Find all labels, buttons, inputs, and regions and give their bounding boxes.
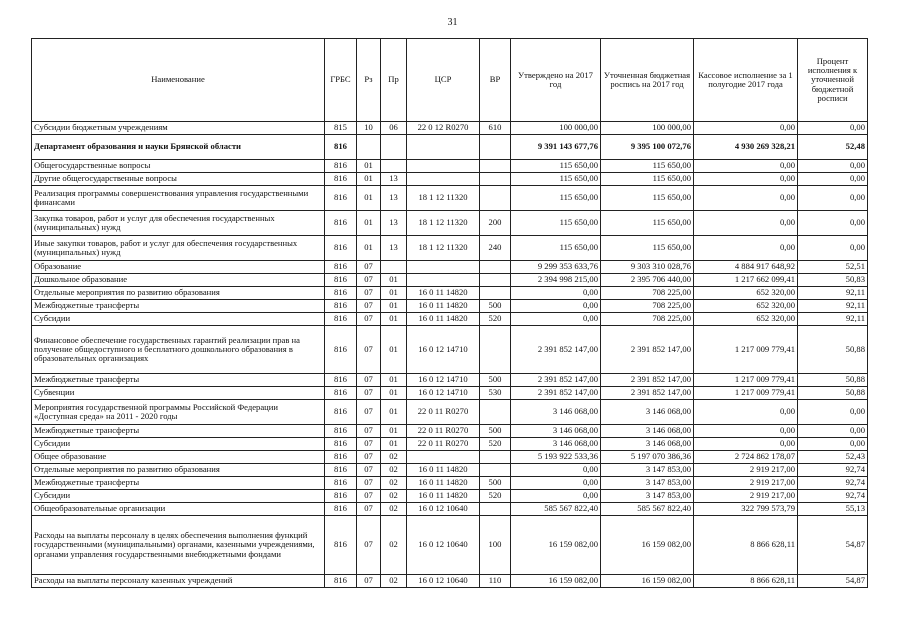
cell-rz: 07: [357, 287, 381, 300]
cell-revised: 9 303 310 028,76: [601, 261, 694, 274]
table-row: [32, 236, 868, 261]
cell-csr: 18 1 12 11320: [407, 186, 480, 211]
cell-rz: 01: [357, 236, 381, 261]
header-revised: Уточненная бюджетная роспись на 2017 год: [601, 39, 694, 122]
cell-percent: 92,11: [798, 300, 868, 313]
cell-cash: 8 866 628,11: [694, 516, 798, 575]
cell-name: Отдельные мероприятия по развитию образования: [32, 464, 325, 477]
cell-approved: 9 391 143 677,76: [511, 135, 601, 160]
cell-pr: [381, 160, 407, 173]
cell-rz: 07: [357, 300, 381, 313]
table-row: [32, 186, 868, 211]
page-number: 31: [447, 17, 458, 28]
cell-pr: 02: [381, 503, 407, 516]
cell-rz: 07: [357, 400, 381, 425]
cell-csr: 22 0 11 R0270: [407, 425, 480, 438]
cell-revised: 115 650,00: [601, 236, 694, 261]
cell-csr: 16 0 11 14820: [407, 490, 480, 503]
cell-approved: 115 650,00: [511, 160, 601, 173]
cell-percent: 92,74: [798, 464, 868, 477]
cell-grbs: 816: [325, 575, 357, 588]
cell-approved: 0,00: [511, 490, 601, 503]
cell-name: Межбюджетные трансферты: [32, 374, 325, 387]
cell-vr: [480, 400, 511, 425]
cell-pr: 01: [381, 387, 407, 400]
cell-percent: 92,11: [798, 287, 868, 300]
cell-cash: 0,00: [694, 122, 798, 135]
table-row: [32, 261, 868, 274]
cell-name: Реализация программы совершенствования управления государственными финансами: [32, 186, 325, 211]
cell-revised: 3 147 853,00: [601, 477, 694, 490]
cell-percent: 50,88: [798, 374, 868, 387]
cell-csr: [407, 135, 480, 160]
cell-cash: 652 320,00: [694, 313, 798, 326]
cell-cash: 2 919 217,00: [694, 490, 798, 503]
cell-cash: 2 724 862 178,07: [694, 451, 798, 464]
cell-revised: 2 391 852 147,00: [601, 374, 694, 387]
header-vr: ВР: [480, 39, 511, 122]
cell-vr: [480, 274, 511, 287]
cell-revised: 16 159 082,00: [601, 516, 694, 575]
cell-grbs: 816: [325, 464, 357, 477]
cell-vr: 500: [480, 374, 511, 387]
cell-csr: 16 0 11 14820: [407, 313, 480, 326]
table-row: [32, 160, 868, 173]
cell-revised: 3 146 068,00: [601, 425, 694, 438]
cell-revised: 16 159 082,00: [601, 575, 694, 588]
cell-cash: 4 930 269 328,21: [694, 135, 798, 160]
table-row: [32, 173, 868, 186]
cell-csr: 16 0 12 10640: [407, 516, 480, 575]
cell-cash: 0,00: [694, 211, 798, 236]
cell-vr: 240: [480, 236, 511, 261]
cell-rz: 07: [357, 274, 381, 287]
cell-percent: 55,13: [798, 503, 868, 516]
cell-csr: [407, 274, 480, 287]
cell-rz: 07: [357, 516, 381, 575]
cell-vr: [480, 451, 511, 464]
cell-pr: 02: [381, 464, 407, 477]
cell-cash: 0,00: [694, 160, 798, 173]
cell-csr: 16 0 12 14710: [407, 326, 480, 374]
cell-percent: 0,00: [798, 400, 868, 425]
cell-cash: 0,00: [694, 438, 798, 451]
cell-pr: 13: [381, 236, 407, 261]
cell-percent: 50,88: [798, 387, 868, 400]
cell-csr: 16 0 12 10640: [407, 503, 480, 516]
cell-vr: [480, 464, 511, 477]
cell-revised: 3 146 068,00: [601, 438, 694, 451]
cell-pr: 06: [381, 122, 407, 135]
table-row: [32, 313, 868, 326]
cell-pr: 02: [381, 477, 407, 490]
cell-name: Общее образование: [32, 451, 325, 464]
cell-grbs: 816: [325, 451, 357, 464]
cell-revised: 585 567 822,40: [601, 503, 694, 516]
cell-rz: 07: [357, 326, 381, 374]
header-name: Наименование: [32, 39, 325, 122]
cell-rz: 07: [357, 575, 381, 588]
cell-name: Межбюджетные трансферты: [32, 477, 325, 490]
cell-csr: 18 1 12 11320: [407, 211, 480, 236]
cell-cash: 1 217 009 779,41: [694, 387, 798, 400]
cell-pr: [381, 135, 407, 160]
cell-csr: 18 1 12 11320: [407, 236, 480, 261]
table-row: [32, 326, 868, 374]
cell-approved: 0,00: [511, 300, 601, 313]
cell-approved: 3 146 068,00: [511, 438, 601, 451]
cell-cash: 1 217 662 099,41: [694, 274, 798, 287]
table-header-row: [32, 39, 868, 122]
cell-approved: 115 650,00: [511, 186, 601, 211]
table-row: [32, 438, 868, 451]
cell-rz: 07: [357, 313, 381, 326]
cell-approved: 115 650,00: [511, 236, 601, 261]
cell-percent: 0,00: [798, 211, 868, 236]
cell-grbs: 816: [325, 516, 357, 575]
cell-vr: [480, 326, 511, 374]
cell-pr: 01: [381, 287, 407, 300]
cell-pr: 02: [381, 516, 407, 575]
cell-grbs: 816: [325, 300, 357, 313]
cell-cash: 0,00: [694, 236, 798, 261]
cell-cash: 2 919 217,00: [694, 477, 798, 490]
cell-pr: 01: [381, 313, 407, 326]
cell-cash: 1 217 009 779,41: [694, 326, 798, 374]
cell-rz: 07: [357, 261, 381, 274]
cell-vr: [480, 173, 511, 186]
table-row: [32, 387, 868, 400]
table-row: [32, 287, 868, 300]
budget-execution-table: [31, 38, 868, 588]
cell-grbs: 816: [325, 400, 357, 425]
cell-csr: 16 0 12 14710: [407, 374, 480, 387]
cell-name: Общеобразовательные организации: [32, 503, 325, 516]
table-row: [32, 300, 868, 313]
cell-percent: 0,00: [798, 173, 868, 186]
cell-approved: 0,00: [511, 464, 601, 477]
cell-name: Субвенции: [32, 387, 325, 400]
cell-vr: 520: [480, 490, 511, 503]
cell-rz: 07: [357, 490, 381, 503]
table-row: [32, 425, 868, 438]
header-cash: Кассовое исполнение за 1 полугодие 2017 года: [694, 39, 798, 122]
header-csr: ЦСР: [407, 39, 480, 122]
cell-grbs: 815: [325, 122, 357, 135]
cell-pr: 01: [381, 326, 407, 374]
table-row: [32, 575, 868, 588]
header-approved: Утверждено на 2017 год: [511, 39, 601, 122]
cell-pr: 01: [381, 425, 407, 438]
cell-name: Межбюджетные трансферты: [32, 300, 325, 313]
cell-pr: 01: [381, 374, 407, 387]
cell-rz: 01: [357, 186, 381, 211]
cell-percent: 0,00: [798, 122, 868, 135]
cell-approved: 0,00: [511, 287, 601, 300]
cell-vr: [480, 287, 511, 300]
cell-csr: 16 0 11 14820: [407, 300, 480, 313]
cell-approved: 0,00: [511, 313, 601, 326]
cell-csr: [407, 173, 480, 186]
table-row: [32, 516, 868, 575]
cell-revised: 708 225,00: [601, 313, 694, 326]
cell-grbs: 816: [325, 211, 357, 236]
cell-cash: 652 320,00: [694, 287, 798, 300]
cell-revised: 100 000,00: [601, 122, 694, 135]
cell-revised: 115 650,00: [601, 160, 694, 173]
table-row: [32, 400, 868, 425]
cell-grbs: 816: [325, 287, 357, 300]
cell-cash: 0,00: [694, 186, 798, 211]
cell-name: Субсидии: [32, 490, 325, 503]
cell-csr: 16 0 11 14820: [407, 477, 480, 490]
cell-cash: 4 884 917 648,92: [694, 261, 798, 274]
cell-approved: 2 391 852 147,00: [511, 387, 601, 400]
cell-vr: [480, 503, 511, 516]
cell-csr: [407, 451, 480, 464]
cell-name: Закупка товаров, работ и услуг для обеспечения государственных (муниципальных) нужд: [32, 211, 325, 236]
cell-revised: 5 197 070 386,36: [601, 451, 694, 464]
cell-percent: 52,51: [798, 261, 868, 274]
cell-revised: 2 395 706 440,00: [601, 274, 694, 287]
cell-rz: [357, 135, 381, 160]
cell-csr: 16 0 11 14820: [407, 287, 480, 300]
cell-csr: 22 0 12 R0270: [407, 122, 480, 135]
cell-vr: 520: [480, 313, 511, 326]
cell-rz: 07: [357, 438, 381, 451]
cell-grbs: 816: [325, 326, 357, 374]
cell-grbs: 816: [325, 503, 357, 516]
cell-revised: 2 391 852 147,00: [601, 326, 694, 374]
cell-rz: 07: [357, 464, 381, 477]
cell-percent: 0,00: [798, 236, 868, 261]
cell-grbs: 816: [325, 173, 357, 186]
cell-pr: 13: [381, 173, 407, 186]
cell-cash: 652 320,00: [694, 300, 798, 313]
cell-vr: 500: [480, 477, 511, 490]
cell-name: Образование: [32, 261, 325, 274]
cell-approved: 0,00: [511, 477, 601, 490]
cell-grbs: 816: [325, 425, 357, 438]
cell-percent: 92,74: [798, 490, 868, 503]
cell-pr: 13: [381, 211, 407, 236]
cell-approved: 16 159 082,00: [511, 516, 601, 575]
cell-approved: 16 159 082,00: [511, 575, 601, 588]
cell-vr: 200: [480, 211, 511, 236]
cell-approved: 9 299 353 633,76: [511, 261, 601, 274]
cell-percent: 54,87: [798, 516, 868, 575]
cell-percent: 92,74: [798, 477, 868, 490]
cell-csr: 22 0 11 R0270: [407, 438, 480, 451]
cell-cash: 1 217 009 779,41: [694, 374, 798, 387]
cell-percent: 0,00: [798, 160, 868, 173]
cell-name: Общегосударственные вопросы: [32, 160, 325, 173]
cell-percent: 50,83: [798, 274, 868, 287]
cell-vr: 500: [480, 425, 511, 438]
cell-revised: 2 391 852 147,00: [601, 387, 694, 400]
cell-revised: 115 650,00: [601, 211, 694, 236]
cell-grbs: 816: [325, 387, 357, 400]
cell-rz: 07: [357, 451, 381, 464]
table-row: [32, 477, 868, 490]
cell-name: Мероприятия государственной программы Российской Федерации «Доступная среда» на 2011 - 2020 годы: [32, 400, 325, 425]
cell-rz: 07: [357, 387, 381, 400]
table-row: [32, 503, 868, 516]
cell-name: Отдельные мероприятия по развитию образования: [32, 287, 325, 300]
header-pr: Пр: [381, 39, 407, 122]
table-row: [32, 374, 868, 387]
cell-rz: 01: [357, 173, 381, 186]
cell-pr: 01: [381, 438, 407, 451]
cell-approved: 115 650,00: [511, 173, 601, 186]
header-percent: Процент исполнения к уточненной бюджетной росписи: [798, 39, 868, 122]
cell-grbs: 816: [325, 490, 357, 503]
cell-approved: 115 650,00: [511, 211, 601, 236]
cell-approved: 3 146 068,00: [511, 400, 601, 425]
cell-name: Иные закупки товаров, работ и услуг для обеспечения государственных (муниципальных) нужд: [32, 236, 325, 261]
cell-percent: 52,48: [798, 135, 868, 160]
cell-rz: 01: [357, 211, 381, 236]
cell-percent: 54,87: [798, 575, 868, 588]
cell-revised: 115 650,00: [601, 186, 694, 211]
cell-approved: 3 146 068,00: [511, 425, 601, 438]
cell-grbs: 816: [325, 160, 357, 173]
cell-cash: 322 799 573,79: [694, 503, 798, 516]
cell-revised: 9 395 100 072,76: [601, 135, 694, 160]
cell-cash: 0,00: [694, 173, 798, 186]
cell-name: Межбюджетные трансферты: [32, 425, 325, 438]
cell-grbs: 816: [325, 274, 357, 287]
cell-csr: 22 0 11 R0270: [407, 400, 480, 425]
cell-percent: 52,43: [798, 451, 868, 464]
header-grbs: ГРБС: [325, 39, 357, 122]
cell-csr: 16 0 11 14820: [407, 464, 480, 477]
cell-approved: 2 394 998 215,00: [511, 274, 601, 287]
cell-percent: 0,00: [798, 438, 868, 451]
cell-grbs: 816: [325, 236, 357, 261]
cell-percent: 50,88: [798, 326, 868, 374]
cell-percent: 92,11: [798, 313, 868, 326]
cell-percent: 0,00: [798, 186, 868, 211]
table-row: [32, 135, 868, 160]
cell-vr: 520: [480, 438, 511, 451]
cell-vr: [480, 261, 511, 274]
cell-name: Департамент образования и науки Брянской области: [32, 135, 325, 160]
cell-approved: 585 567 822,40: [511, 503, 601, 516]
cell-grbs: 816: [325, 438, 357, 451]
cell-revised: 708 225,00: [601, 300, 694, 313]
cell-pr: 02: [381, 490, 407, 503]
table-row: [32, 122, 868, 135]
cell-rz: 07: [357, 503, 381, 516]
cell-grbs: 816: [325, 261, 357, 274]
cell-vr: [480, 186, 511, 211]
cell-csr: 16 0 12 10640: [407, 575, 480, 588]
cell-rz: 01: [357, 160, 381, 173]
cell-vr: [480, 135, 511, 160]
cell-pr: [381, 261, 407, 274]
cell-vr: 500: [480, 300, 511, 313]
cell-revised: 3 147 853,00: [601, 464, 694, 477]
cell-name: Субсидии: [32, 438, 325, 451]
cell-rz: 10: [357, 122, 381, 135]
cell-csr: 16 0 12 14710: [407, 387, 480, 400]
cell-revised: 708 225,00: [601, 287, 694, 300]
cell-name: Расходы на выплаты персоналу казенных учреждений: [32, 575, 325, 588]
cell-name: Дошкольное образование: [32, 274, 325, 287]
header-rz: Рз: [357, 39, 381, 122]
table-row: [32, 490, 868, 503]
cell-revised: 115 650,00: [601, 173, 694, 186]
cell-vr: 100: [480, 516, 511, 575]
cell-cash: 0,00: [694, 400, 798, 425]
cell-vr: 110: [480, 575, 511, 588]
cell-cash: 2 919 217,00: [694, 464, 798, 477]
cell-percent: 0,00: [798, 425, 868, 438]
cell-pr: 01: [381, 274, 407, 287]
cell-approved: 2 391 852 147,00: [511, 326, 601, 374]
cell-grbs: 816: [325, 313, 357, 326]
cell-pr: 02: [381, 451, 407, 464]
table-row: [32, 211, 868, 236]
cell-pr: 02: [381, 575, 407, 588]
cell-grbs: 816: [325, 135, 357, 160]
cell-cash: 8 866 628,11: [694, 575, 798, 588]
cell-csr: [407, 160, 480, 173]
cell-pr: 01: [381, 300, 407, 313]
cell-approved: 2 391 852 147,00: [511, 374, 601, 387]
table-row: [32, 451, 868, 464]
table-row: [32, 274, 868, 287]
cell-revised: 3 146 068,00: [601, 400, 694, 425]
cell-approved: 100 000,00: [511, 122, 601, 135]
cell-grbs: 816: [325, 374, 357, 387]
cell-grbs: 816: [325, 186, 357, 211]
cell-name: Расходы на выплаты персоналу в целях обеспечения выполнения функций государственными (муниципальными) органами, казенными учреждениями, органами управления государственными внебюджетными фондами: [32, 516, 325, 575]
table-row: [32, 464, 868, 477]
cell-cash: 0,00: [694, 425, 798, 438]
cell-name: Другие общегосударственные вопросы: [32, 173, 325, 186]
cell-vr: 610: [480, 122, 511, 135]
cell-name: Субсидии бюджетным учреждениям: [32, 122, 325, 135]
cell-rz: 07: [357, 477, 381, 490]
cell-vr: 530: [480, 387, 511, 400]
cell-csr: [407, 261, 480, 274]
cell-rz: 07: [357, 425, 381, 438]
cell-revised: 3 147 853,00: [601, 490, 694, 503]
cell-approved: 5 193 922 533,36: [511, 451, 601, 464]
cell-name: Финансовое обеспечение государственных гарантий реализации прав на получение общедоступного и бесплатного дошкольного образования в образовательных организациях: [32, 326, 325, 374]
cell-rz: 07: [357, 374, 381, 387]
cell-pr: 01: [381, 400, 407, 425]
cell-name: Субсидии: [32, 313, 325, 326]
cell-vr: [480, 160, 511, 173]
cell-pr: 13: [381, 186, 407, 211]
cell-grbs: 816: [325, 477, 357, 490]
